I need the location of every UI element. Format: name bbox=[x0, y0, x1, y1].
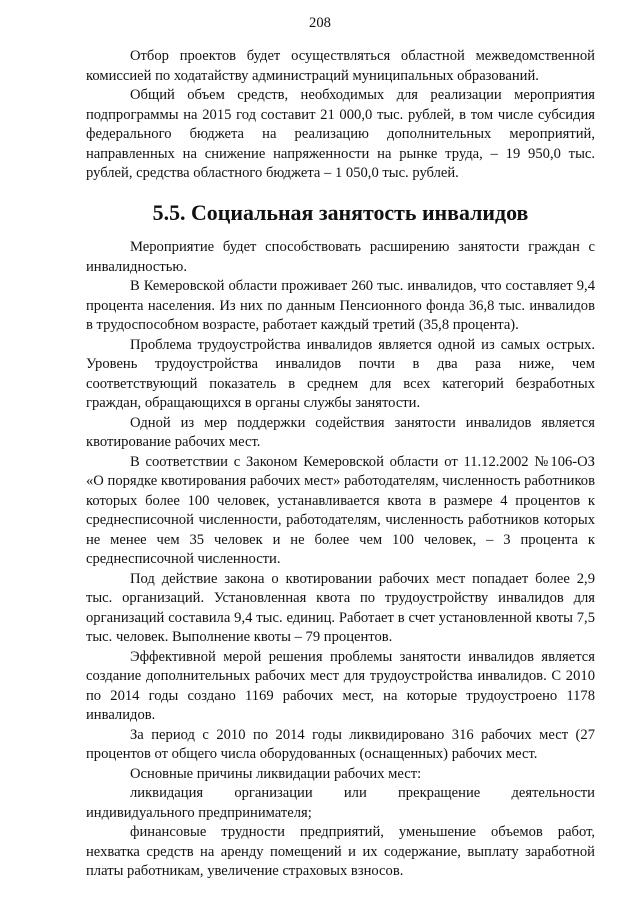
paragraph-new-workplaces: Эффективной мерой решения проблемы занятости инвалидов является создание дополнительных рабочих мест для трудоустройства инвалидов. С 2010 по 2014 годы создано 1169 рабочих мест, на которые трудоустроено 1178 инвалидов. bbox=[86, 648, 595, 723]
paragraph-quota-measure: Одной из мер поддержки содействия занятости инвалидов является квотирование рабочих мест. bbox=[86, 414, 595, 450]
paragraph-disabled-population: В Кемеровской области проживает 260 тыс. инвалидов, что составляет 9,4 процента населения. Из них по данным Пенсионного фонда 36,8 тыс. инвалидов в трудоспособном возрасте, работает каждый третий (35,8 процента). bbox=[86, 278, 595, 333]
paragraph-quota-law: В соответствии с Законом Кемеровской области от 11.12.2002 №106-ОЗ «О порядке квотирования рабочих мест» работодателям, численность работников которых более 100 человек, устанавливается квота в размере 4 процентов к среднесписочной численности, работодателям, численность работников которых не менее чем 35 человек и не более чем 100 человек, – 3 процента к среднесписочной численности. bbox=[86, 453, 595, 567]
paragraph-reason-liquidation: ликвидация организации или прекращение деятельности индивидуального предпринимателя; bbox=[86, 785, 595, 821]
paragraph-reasons-title: Основные причины ликвидации рабочих мест: bbox=[130, 765, 422, 782]
paragraph-funding-total: Общий объем средств, необходимых для реализации мероприятия подпрограммы на 2015 год составит 21 000,0 тыс. рублей, в том числе субсидия федерального бюджета на реализацию дополнительных мероприятий, направленных на снижение напряженности на рынке труда, – 19 950,0 тыс. рублей, средства областного бюджета – 1 050,0 тыс. рублей. bbox=[86, 87, 595, 181]
paragraph-employment-problem: Проблема трудоустройства инвалидов является одной из самых острых. Уровень трудоустройства инвалидов почти в два раза ниже, чем соответствующий показатель в среднем для всех категорий безработных граждан, обращающихся в органы службы занятости. bbox=[86, 336, 595, 411]
paragraph-liquidated-workplaces: За период с 2010 по 2014 годы ликвидировано 316 рабочих мест (27 процентов от общего числа оборудованных (оснащенных) рабочих мест. bbox=[86, 726, 595, 762]
paragraph-quota-results: Под действие закона о квотировании рабочих мест попадает более 2,9 тыс. организаций. Установленная квота по трудоустройству инвалидов для организаций составила 9,4 тыс. единиц. Работает в счет установленной квоты 7,5 тыс. человек. Выполнение квоты – 79 процентов. bbox=[86, 570, 595, 645]
section-heading: 5.5. Социальная занятость инвалидов bbox=[152, 199, 529, 225]
paragraph-reason-financial: финансовые трудности предприятий, уменьшение объемов работ, нехватка средств на аренду помещений и их содержание, выплату заработной платы работникам, увеличение страховых взносов. bbox=[86, 824, 595, 879]
paragraph-intro: Мероприятие будет способствовать расширению занятости граждан с инвалидностью. bbox=[86, 239, 595, 275]
paragraph-project-selection: Отбор проектов будет осуществляться областной межведомственной комиссией по ходатайству администраций муниципальных образований. bbox=[86, 48, 595, 84]
document-body bbox=[86, 47, 595, 882]
page-number: 208 bbox=[309, 15, 331, 31]
